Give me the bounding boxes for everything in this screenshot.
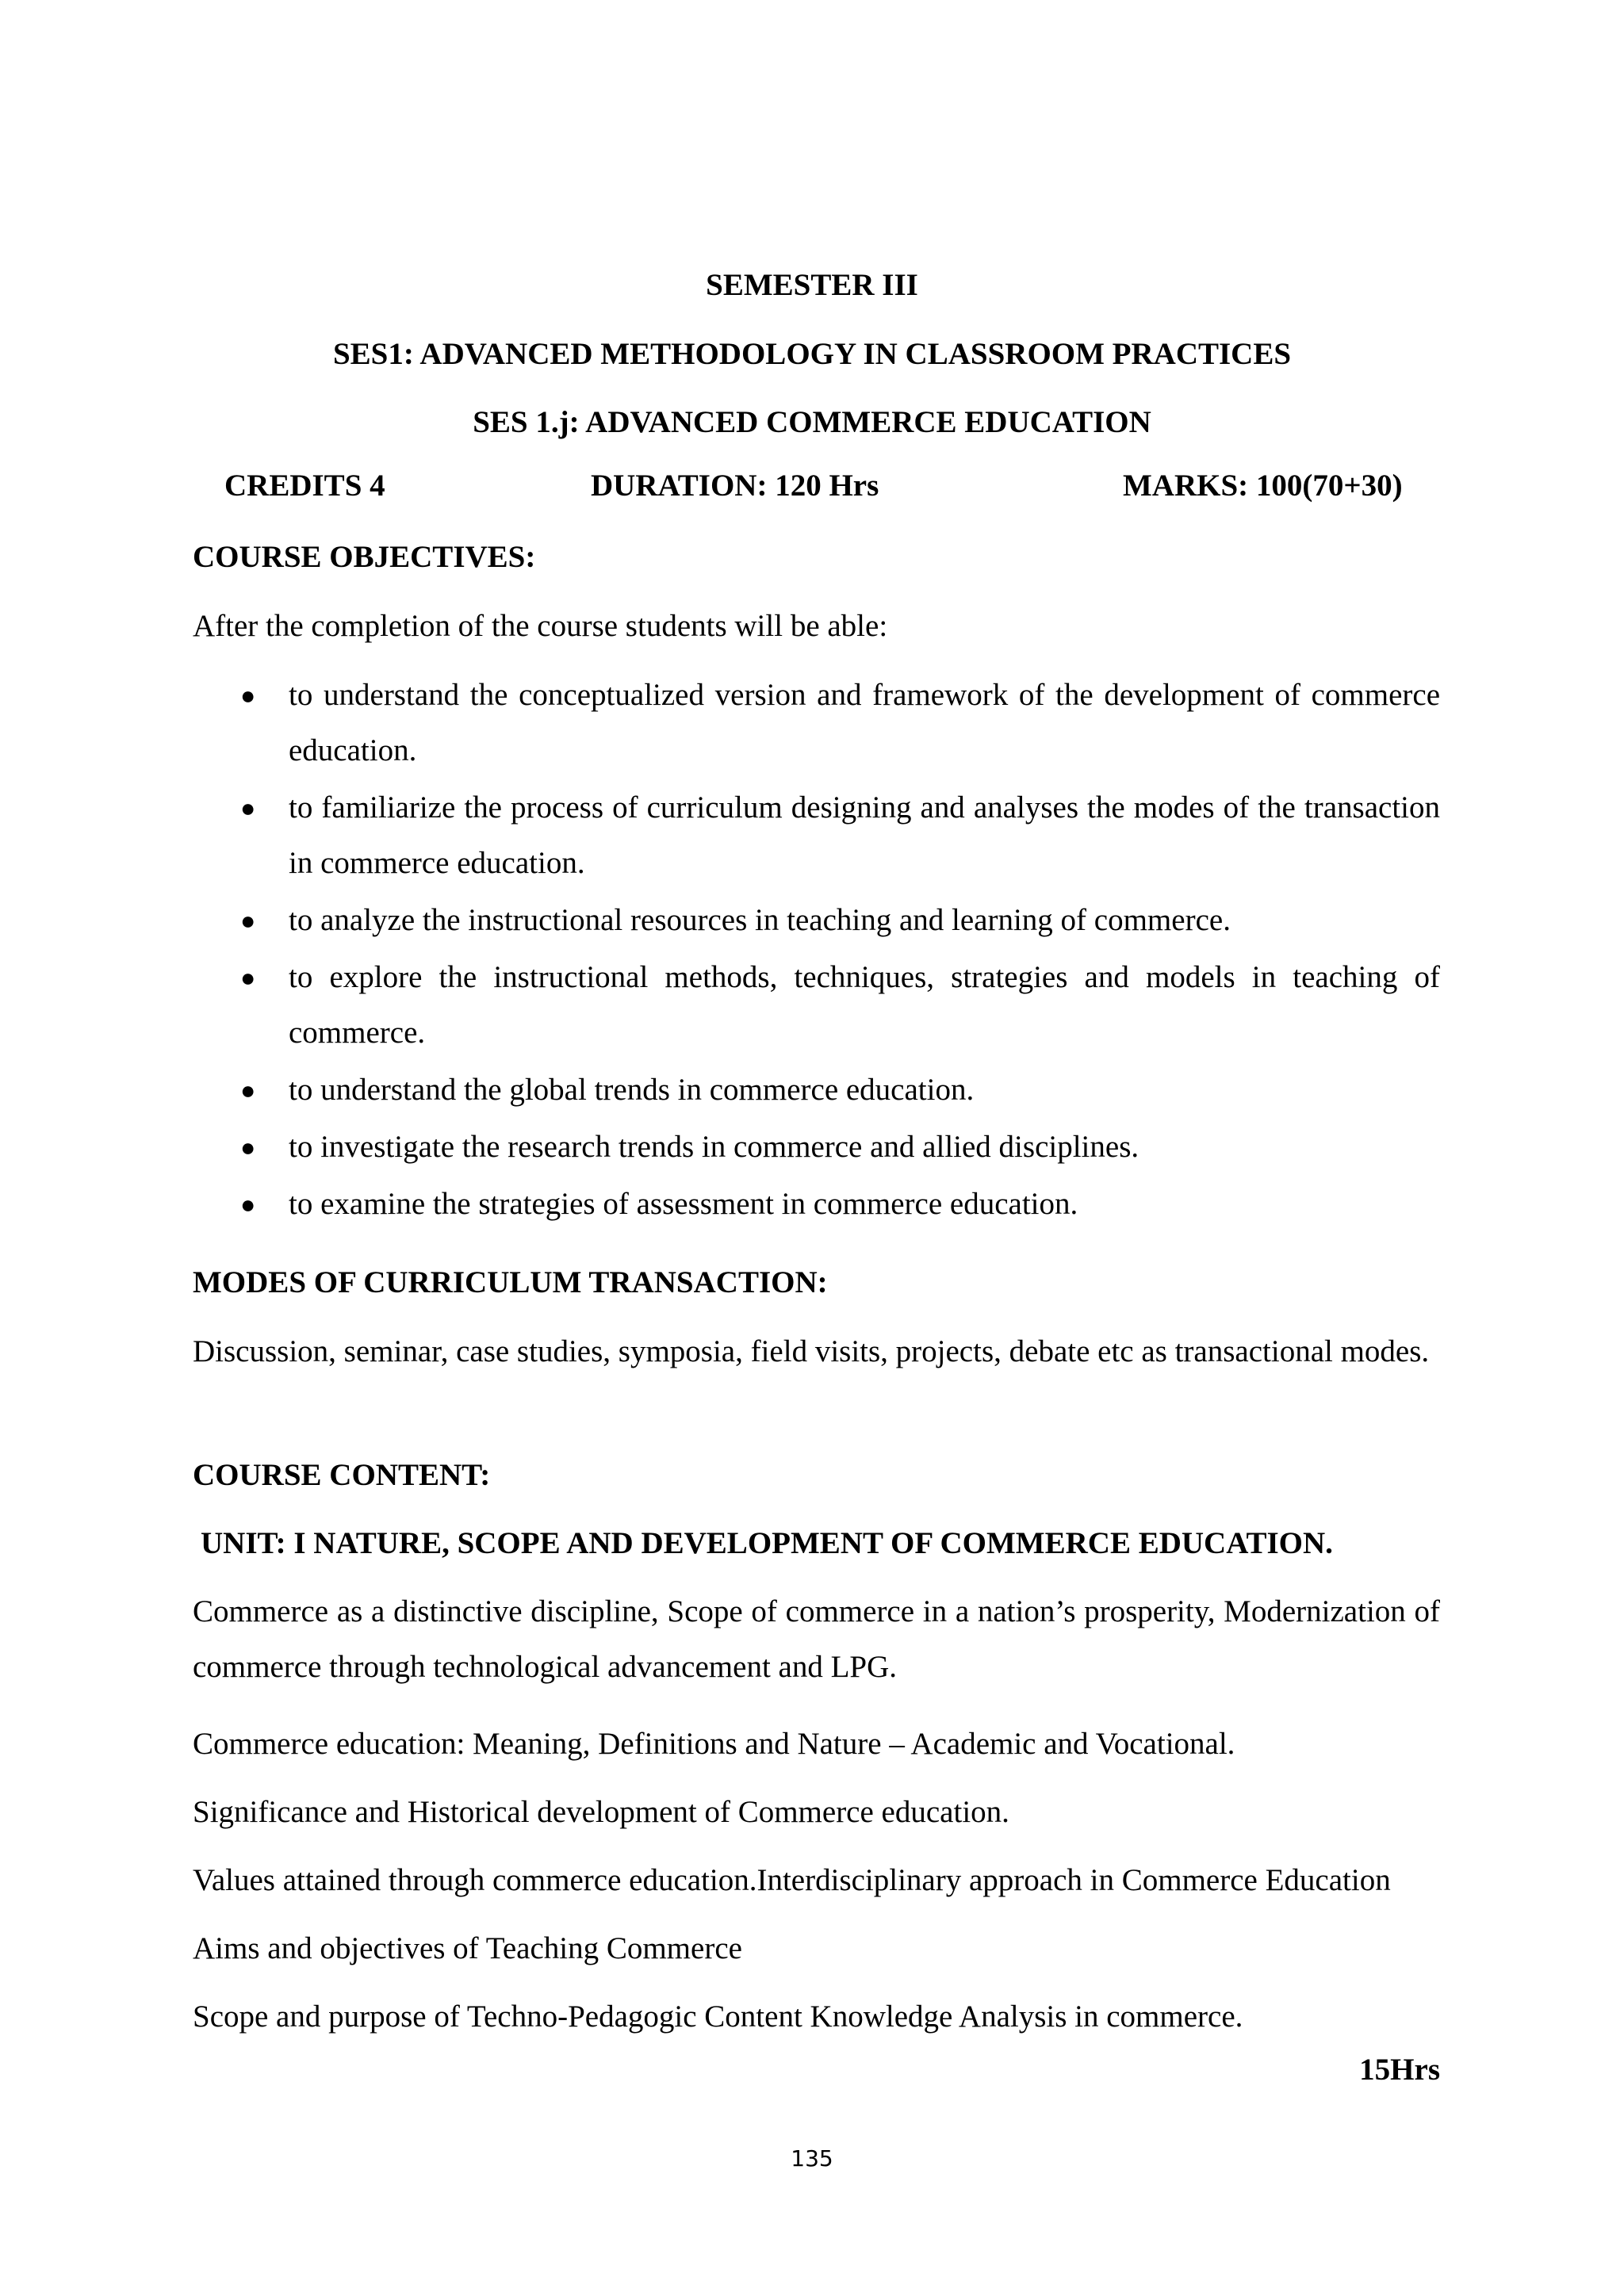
objective-text: to familiarize the process of curriculum designing and analyses the modes of the transaction in commerce education. [289,790,1440,880]
course-group-title: SES1: ADVANCED METHODOLOGY IN CLASSROOM PRACTICES [332,337,1292,371]
marks-label: MARKS: 100(70+30) [1123,469,1403,503]
list-item [193,668,1440,779]
content-paragraph: Aims and objectives of Teaching Commerce [193,1931,742,1965]
content-paragraph: Scope and purpose of Techno-Pedagogic Content Knowledge Analysis in commerce. [193,1999,1243,2034]
objective-text: to examine the strategies of assessment in commerce education. [289,1187,1078,1221]
modes-text: Discussion, seminar, case studies, symposia, field visits, projects, debate etc as transactional modes. [193,1334,1430,1368]
content-paragraph: Commerce education: Meaning, Definitions and Nature – Academic and Vocational. [193,1727,1235,1761]
objectives-intro: After the completion of the course students will be able: [193,609,888,643]
list-item [193,893,1440,948]
bullet-icon: ● [240,963,256,992]
bullet-icon: ● [240,1076,256,1104]
objective-text: to analyze the instructional resources in teaching and learning of commerce. [289,903,1231,937]
modes-heading: MODES OF CURRICULUM TRANSACTION: [193,1265,828,1299]
content-paragraph: Significance and Historical development of Commerce education. [193,1795,1009,1829]
objective-text: to investigate the research trends in commerce and allied disciplines. [289,1130,1139,1164]
unit-title: UNIT: I NATURE, SCOPE AND DEVELOPMENT OF COMMERCE EDUCATION. [201,1526,1333,1560]
page-number: 135 [791,2145,833,2172]
bullet-icon: ● [240,1190,256,1219]
content-paragraph: Commerce as a distinctive discipline, Scope of commerce in a nation’s prosperity, Modernization of commerce through technological advancement and LPG. [193,1594,1440,1684]
course-content-heading: COURSE CONTENT: [193,1458,491,1492]
bullet-icon: ● [240,1133,256,1161]
duration-label: DURATION: 120 Hrs [591,469,879,503]
bullet-icon: ● [240,681,256,710]
objectives-heading: COURSE OBJECTIVES: [193,540,536,574]
bullet-icon: ● [240,794,256,822]
objective-text: to understand the conceptualized version and framework of the development of commerce education. [289,678,1440,767]
list-item [193,950,1440,1061]
unit-hours: 15Hrs [1359,2053,1440,2087]
course-meta-row [0,468,1624,506]
list-item [193,1177,1440,1232]
list-item [193,1062,1440,1118]
objective-text: to explore the instructional methods, techniques, strategies and models in teaching of commerce. [289,960,1440,1050]
objective-text: to understand the global trends in commerce education. [289,1073,975,1107]
objectives-list [193,668,1440,1234]
credits-label: CREDITS 4 [224,469,385,503]
course-title: SES 1.j: ADVANCED COMMERCE EDUCATION [473,405,1151,439]
semester-title: SEMESTER III [706,268,918,302]
list-item [193,1119,1440,1175]
content-paragraph: Values attained through commerce education.Interdisciplinary approach in Commerce Education [193,1863,1391,1897]
bullet-icon: ● [240,906,256,935]
list-item [193,780,1440,891]
